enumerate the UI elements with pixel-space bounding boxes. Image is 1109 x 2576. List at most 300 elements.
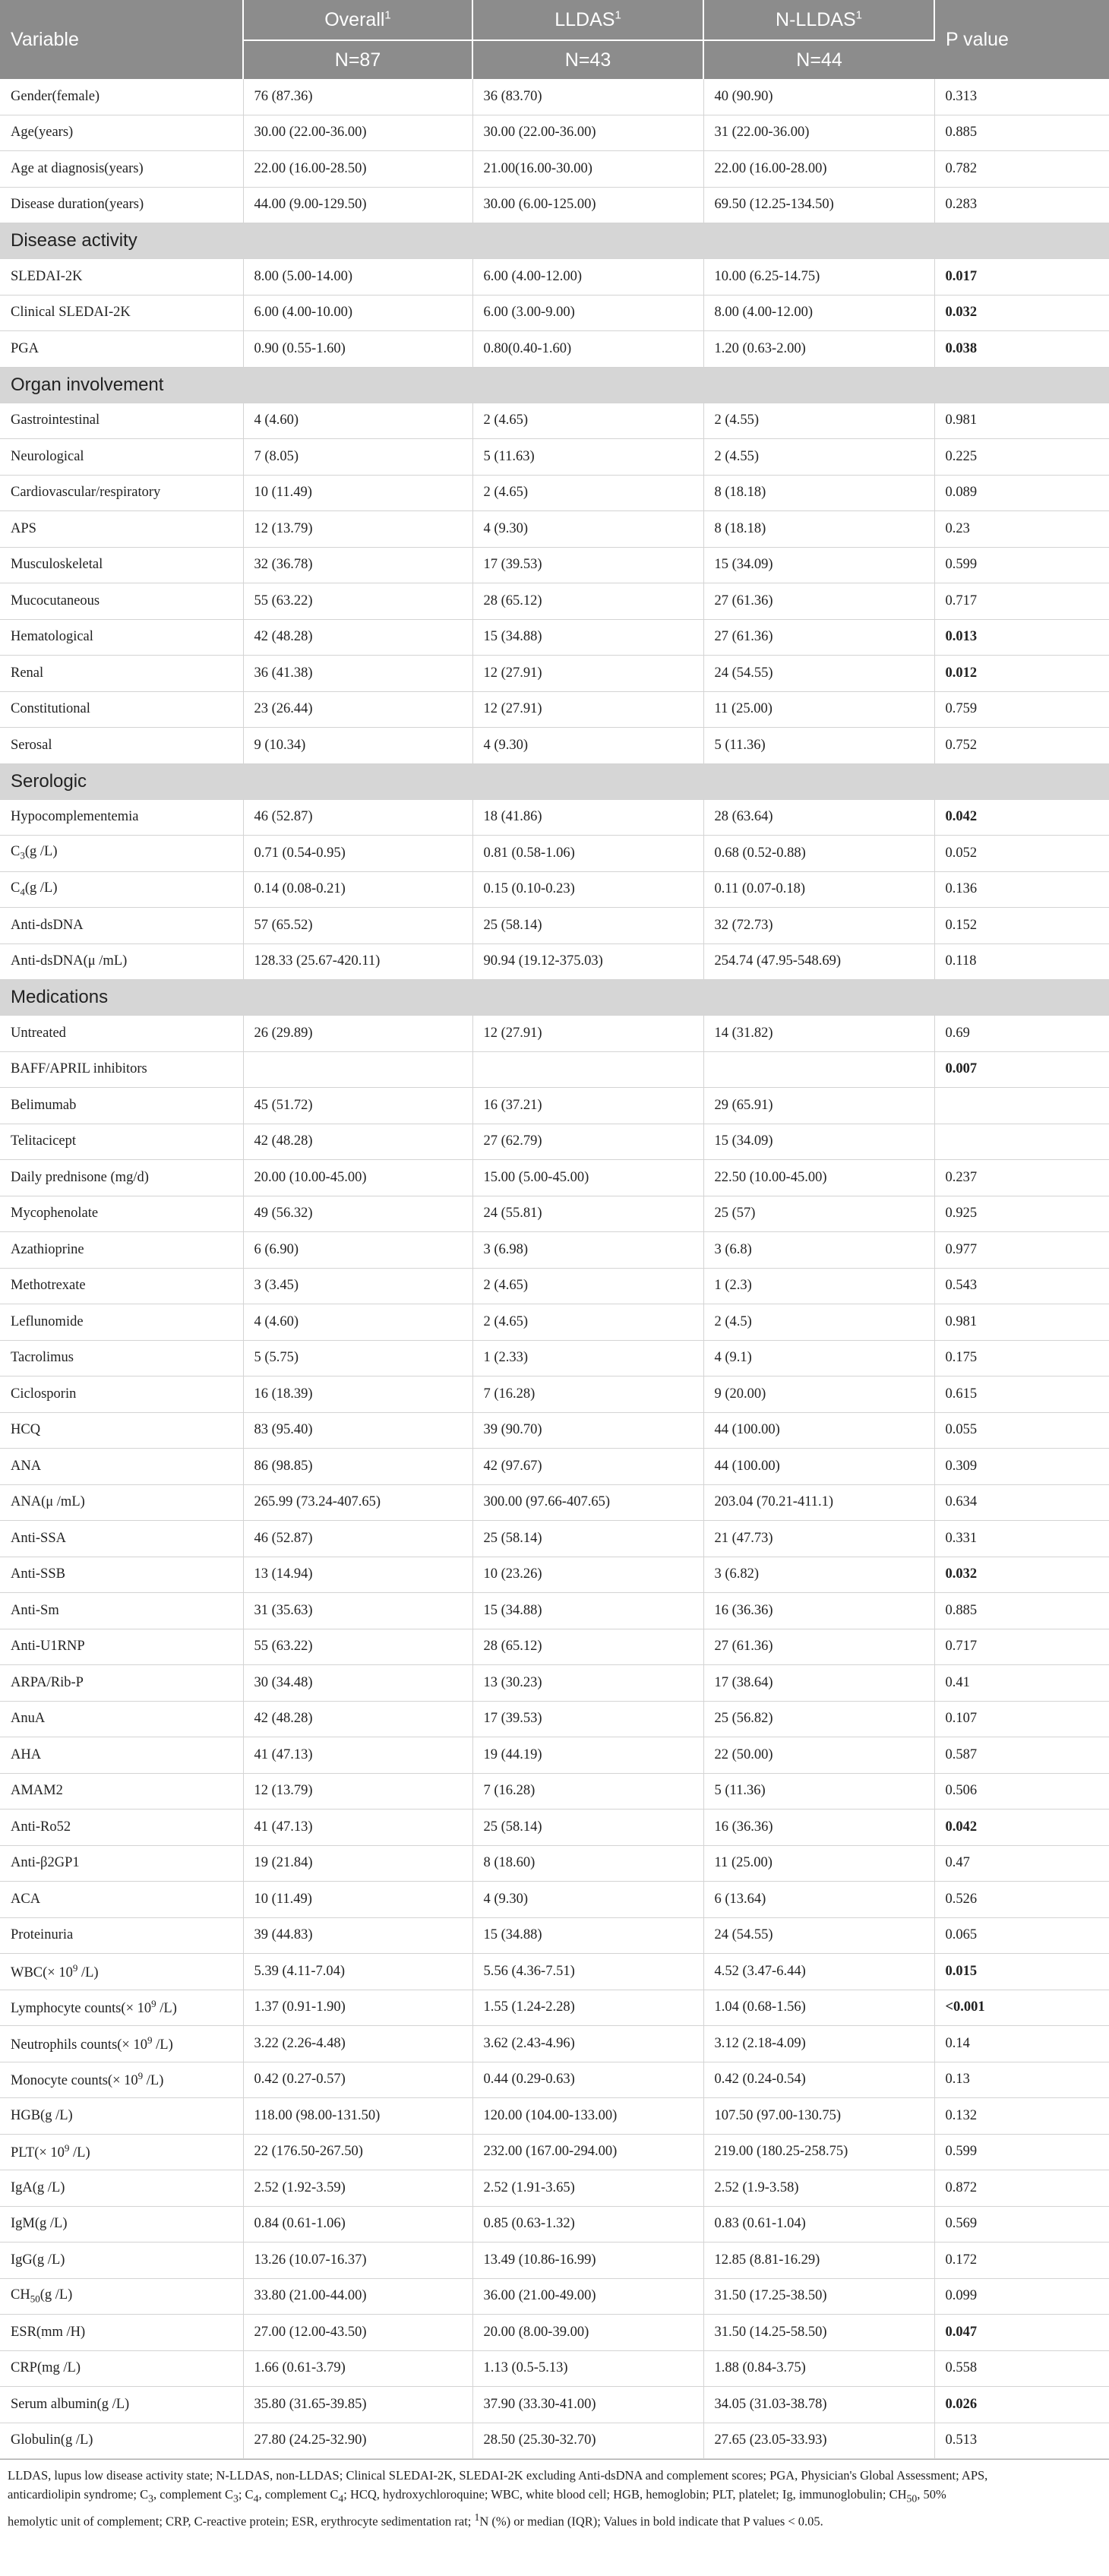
variable-label: Cardiovascular/respiratory (11, 485, 161, 501)
lldas-cell: 1.13 (0.5-5.13) (472, 2350, 703, 2387)
lldas-cell: 28 (65.12) (472, 583, 703, 620)
variable-cell (0, 1917, 243, 1954)
table-row (0, 1954, 1109, 1990)
variable-cell (0, 331, 243, 368)
nlldas-cell: 8 (18.18) (703, 475, 934, 511)
section-title: Organ involvement (0, 367, 1109, 403)
lldas-cell: 2 (4.65) (472, 1304, 703, 1341)
footnote-text: , 50% (917, 2487, 946, 2502)
overall-cell: 49 (56.32) (243, 1196, 472, 1232)
lldas-cell: 1 (2.33) (472, 1340, 703, 1377)
nlldas-cell: 3 (6.82) (703, 1557, 934, 1593)
pvalue-cell: 0.506 (934, 1773, 1109, 1810)
section-header-row (0, 367, 1109, 403)
variable-cell (0, 2062, 243, 2098)
table-row (0, 728, 1109, 764)
footnote-sub: 3 (232, 2492, 239, 2505)
nlldas-cell: 31.50 (17.25-38.50) (703, 2278, 934, 2315)
lldas-cell: 5.56 (4.36-7.51) (472, 1954, 703, 1990)
overall-cell: 42 (48.28) (243, 1701, 472, 1737)
variable-label: Azathioprine (11, 1241, 84, 1257)
pvalue-cell: 0.782 (934, 151, 1109, 188)
table-row (0, 583, 1109, 620)
variable-label: IgM(g /L) (11, 2216, 68, 2232)
lldas-cell: 25 (58.14) (472, 1521, 703, 1557)
variable-label: Anti-dsDNA (11, 917, 84, 933)
variable-label: Gender(female) (11, 88, 100, 104)
nlldas-cell: 44 (100.00) (703, 1412, 934, 1449)
pvalue-cell: 0.136 (934, 871, 1109, 908)
lldas-cell: 0.44 (0.29-0.63) (472, 2062, 703, 2098)
pvalue-cell: 0.981 (934, 1304, 1109, 1341)
variable-superscript: 9 (64, 2142, 70, 2154)
table-row (0, 836, 1109, 872)
variable-cell (0, 619, 243, 656)
overall-cell: 20.00 (10.00-45.00) (243, 1160, 472, 1196)
table-row (0, 1196, 1109, 1232)
lldas-cell: 13 (30.23) (472, 1665, 703, 1702)
variable-label: Anti-U1RNP (11, 1639, 85, 1655)
header-overall-label: Overall (324, 8, 385, 30)
variable-label: Ciclosporin (11, 1386, 77, 1402)
lldas-cell: 37.90 (33.30-41.00) (472, 2387, 703, 2423)
variable-label: Lymphocyte counts(× 10 (11, 2001, 152, 2017)
variable-cell (0, 691, 243, 728)
variable-label: APS (11, 520, 36, 536)
variable-label: Age(years) (11, 125, 74, 141)
pvalue-cell: 0.283 (934, 187, 1109, 223)
table-footnote (0, 2459, 1109, 2531)
table-row (0, 2243, 1109, 2279)
overall-cell: 8.00 (5.00-14.00) (243, 259, 472, 296)
lldas-cell: 232.00 (167.00-294.00) (472, 2134, 703, 2170)
nlldas-cell: 22.50 (10.00-45.00) (703, 1160, 934, 1196)
variable-cell (0, 1557, 243, 1593)
variable-label: HGB(g /L) (11, 2107, 73, 2123)
lldas-cell: 18 (41.86) (472, 799, 703, 836)
overall-cell: 128.33 (25.67-420.11) (243, 943, 472, 980)
variable-label: Anti-Sm (11, 1602, 59, 1618)
variable-cell (0, 2387, 243, 2423)
variable-cell (0, 1665, 243, 1702)
nlldas-cell: 25 (56.82) (703, 1701, 934, 1737)
table-row (0, 1845, 1109, 1882)
overall-cell: 27.00 (12.00-43.50) (243, 2315, 472, 2351)
variable-cell (0, 403, 243, 439)
overall-cell: 13 (14.94) (243, 1557, 472, 1593)
variable-unit: (g /L) (39, 2287, 73, 2303)
header-variable: Variable (0, 0, 243, 79)
nlldas-cell: 14 (31.82) (703, 1016, 934, 1052)
overall-cell: 19 (21.84) (243, 1845, 472, 1882)
variable-cell (0, 547, 243, 583)
pvalue-cell (934, 1088, 1109, 1124)
table-row (0, 1917, 1109, 1954)
table-row (0, 1810, 1109, 1846)
variable-unit: (g /L) (24, 880, 58, 896)
variable-cell (0, 2243, 243, 2279)
table-row (0, 1557, 1109, 1593)
nlldas-cell: 0.83 (0.61-1.04) (703, 2206, 934, 2243)
variable-cell (0, 1701, 243, 1737)
variable-label: AnuA (11, 1711, 46, 1727)
variable-unit: /L) (77, 1964, 99, 1980)
overall-cell: 0.90 (0.55-1.60) (243, 331, 472, 368)
lldas-cell: 15 (34.88) (472, 1917, 703, 1954)
footnote-line-1 (8, 2466, 1100, 2485)
pvalue-cell: 0.099 (934, 2278, 1109, 2315)
variable-label: HCQ (11, 1422, 41, 1438)
pvalue-cell: 0.717 (934, 583, 1109, 620)
variable-unit: /L) (156, 2001, 177, 2017)
nlldas-cell: 0.11 (0.07-0.18) (703, 871, 934, 908)
pvalue-cell: 0.558 (934, 2350, 1109, 2387)
overall-cell: 30.00 (22.00-36.00) (243, 115, 472, 151)
lldas-cell: 1.55 (1.24-2.28) (472, 1990, 703, 2026)
overall-cell: 12 (13.79) (243, 511, 472, 548)
pvalue-cell: 0.026 (934, 2387, 1109, 2423)
nlldas-cell: 69.50 (12.25-134.50) (703, 187, 934, 223)
variable-label: Monocyte counts(× 10 (11, 2073, 138, 2089)
lldas-cell: 0.15 (0.10-0.23) (472, 871, 703, 908)
table-row (0, 1051, 1109, 1088)
lldas-cell: 39 (90.70) (472, 1412, 703, 1449)
variable-cell (0, 2315, 243, 2351)
lldas-cell: 21.00(16.00-30.00) (472, 151, 703, 188)
overall-cell: 2.52 (1.92-3.59) (243, 2170, 472, 2207)
table-row (0, 1340, 1109, 1377)
overall-cell: 118.00 (98.00-131.50) (243, 2098, 472, 2135)
section-title: Serologic (0, 763, 1109, 799)
lldas-cell: 6.00 (3.00-9.00) (472, 295, 703, 331)
table-row (0, 295, 1109, 331)
variable-label: Hematological (11, 629, 93, 645)
lldas-cell: 19 (44.19) (472, 1737, 703, 1774)
variable-label: Anti-dsDNA(μ /mL) (11, 953, 128, 969)
lldas-cell: 36.00 (21.00-49.00) (472, 2278, 703, 2315)
variable-label: Renal (11, 665, 44, 681)
footnote-text: ; HCQ, hydroxychloroquine; WBC, white blood cell; HGB, hemoglobin; PLT, platelet; Ig, immunoglobulin; CH (343, 2487, 907, 2502)
nlldas-cell: 16 (36.36) (703, 1593, 934, 1629)
nlldas-cell: 24 (54.55) (703, 656, 934, 692)
nlldas-cell: 1.20 (0.63-2.00) (703, 331, 934, 368)
table-row (0, 1773, 1109, 1810)
table-row (0, 1304, 1109, 1341)
variable-cell (0, 799, 243, 836)
pvalue-cell: 0.089 (934, 475, 1109, 511)
lldas-cell: 17 (39.53) (472, 547, 703, 583)
table-row (0, 1990, 1109, 2026)
overall-cell: 3.22 (2.26-4.48) (243, 2026, 472, 2062)
overall-cell: 6 (6.90) (243, 1232, 472, 1269)
pvalue-cell: 0.017 (934, 259, 1109, 296)
footnote-text: ; C (238, 2487, 254, 2502)
variable-label: Constitutional (11, 701, 90, 717)
nlldas-cell: 1.04 (0.68-1.56) (703, 1990, 934, 2026)
pvalue-cell: 0.13 (934, 2062, 1109, 2098)
nlldas-cell: 29 (65.91) (703, 1088, 934, 1124)
overall-cell: 5.39 (4.11-7.04) (243, 1954, 472, 1990)
pvalue-cell: 0.313 (934, 79, 1109, 115)
header-nlldas-sup: 1 (855, 8, 862, 22)
pvalue-cell: 0.172 (934, 2243, 1109, 2279)
nlldas-cell: 31.50 (14.25-58.50) (703, 2315, 934, 2351)
variable-label: Hypocomplementemia (11, 809, 139, 825)
variable-unit: (g /L) (24, 844, 58, 860)
nlldas-cell: 11 (25.00) (703, 1845, 934, 1882)
variable-label: SLEDAI-2K (11, 268, 83, 284)
nlldas-cell: 40 (90.90) (703, 79, 934, 115)
lldas-cell: 10 (23.26) (472, 1557, 703, 1593)
overall-cell: 23 (26.44) (243, 691, 472, 728)
variable-label: Telitacicept (11, 1133, 77, 1149)
pvalue-cell: 0.41 (934, 1665, 1109, 1702)
header-lldas-label: LLDAS (554, 8, 615, 30)
lldas-cell: 12 (27.91) (472, 656, 703, 692)
variable-label: Disease duration(years) (11, 197, 144, 213)
table-row (0, 799, 1109, 836)
pvalue-cell: 0.885 (934, 1593, 1109, 1629)
overall-cell: 33.80 (21.00-44.00) (243, 2278, 472, 2315)
variable-cell (0, 1449, 243, 1485)
nlldas-cell: 3 (6.8) (703, 1232, 934, 1269)
header-nlldas (703, 0, 934, 40)
overall-cell: 10 (11.49) (243, 1882, 472, 1918)
pvalue-cell: 0.052 (934, 836, 1109, 872)
table-row (0, 1377, 1109, 1413)
overall-cell: 26 (29.89) (243, 1016, 472, 1052)
table-row (0, 1593, 1109, 1629)
table-row (0, 187, 1109, 223)
lldas-cell: 16 (37.21) (472, 1088, 703, 1124)
overall-cell: 0.71 (0.54-0.95) (243, 836, 472, 872)
pvalue-cell: 0.038 (934, 331, 1109, 368)
lldas-cell: 30.00 (6.00-125.00) (472, 187, 703, 223)
variable-label: PLT(× 10 (11, 2145, 65, 2161)
overall-cell: 55 (63.22) (243, 583, 472, 620)
pvalue-cell: 0.513 (934, 2423, 1109, 2459)
variable-cell (0, 1773, 243, 1810)
variable-cell (0, 583, 243, 620)
variable-cell (0, 1629, 243, 1665)
overall-cell: 57 (65.52) (243, 908, 472, 944)
lldas-cell: 8 (18.60) (472, 1845, 703, 1882)
overall-cell: 4 (4.60) (243, 403, 472, 439)
overall-cell: 31 (35.63) (243, 1593, 472, 1629)
header-lldas (472, 0, 703, 40)
pvalue-cell: 0.717 (934, 1629, 1109, 1665)
lldas-cell: 7 (16.28) (472, 1377, 703, 1413)
pvalue-cell: 0.032 (934, 1557, 1109, 1593)
table-row (0, 2315, 1109, 2351)
overall-cell: 1.37 (0.91-1.90) (243, 1990, 472, 2026)
footnote-sub: 4 (338, 2492, 344, 2505)
overall-cell: 30 (34.48) (243, 1665, 472, 1702)
variable-label: BAFF/APRIL inhibitors (11, 1061, 147, 1077)
variable-cell (0, 1737, 243, 1774)
lldas-cell: 0.85 (0.63-1.32) (472, 2206, 703, 2243)
table-row (0, 79, 1109, 115)
lldas-cell: 27 (62.79) (472, 1124, 703, 1160)
table-row (0, 2098, 1109, 2135)
variable-cell (0, 79, 243, 115)
variable-cell (0, 1160, 243, 1196)
variable-label: IgG(g /L) (11, 2252, 65, 2268)
pvalue-cell: 0.042 (934, 799, 1109, 836)
pvalue-cell: 0.14 (934, 2026, 1109, 2062)
variable-cell (0, 187, 243, 223)
lldas-cell: 6.00 (4.00-12.00) (472, 259, 703, 296)
lldas-cell: 13.49 (10.86-16.99) (472, 2243, 703, 2279)
pvalue-cell: 0.925 (934, 1196, 1109, 1232)
lldas-cell: 5 (11.63) (472, 439, 703, 476)
variable-cell (0, 908, 243, 944)
lldas-cell: 25 (58.14) (472, 908, 703, 944)
overall-cell: 22.00 (16.00-28.50) (243, 151, 472, 188)
footnote-sub: 3 (148, 2492, 154, 2505)
variable-cell (0, 1593, 243, 1629)
lldas-cell: 42 (97.67) (472, 1449, 703, 1485)
pvalue-cell: 0.032 (934, 295, 1109, 331)
nlldas-cell: 22 (50.00) (703, 1737, 934, 1774)
nlldas-cell: 28 (63.64) (703, 799, 934, 836)
variable-cell (0, 836, 243, 872)
lldas-cell: 25 (58.14) (472, 1810, 703, 1846)
variable-cell (0, 295, 243, 331)
variable-label: Anti-Ro52 (11, 1819, 71, 1835)
variable-cell (0, 1990, 243, 2026)
variable-cell (0, 1016, 243, 1052)
footnote-line-3 (8, 2508, 1100, 2531)
nlldas-cell: 107.50 (97.00-130.75) (703, 2098, 934, 2135)
overall-cell: 32 (36.78) (243, 547, 472, 583)
variable-cell (0, 151, 243, 188)
variable-cell (0, 656, 243, 692)
pvalue-cell: 0.872 (934, 2170, 1109, 2207)
pvalue-cell: 0.569 (934, 2206, 1109, 2243)
overall-cell: 12 (13.79) (243, 1773, 472, 1810)
lldas-cell: 300.00 (97.66-407.65) (472, 1484, 703, 1521)
lldas-cell: 2 (4.65) (472, 475, 703, 511)
header-lldas-sup: 1 (615, 8, 621, 22)
pvalue-cell: 0.634 (934, 1484, 1109, 1521)
nlldas-cell: 0.42 (0.24-0.54) (703, 2062, 934, 2098)
nlldas-cell: 15 (34.09) (703, 547, 934, 583)
table-row (0, 1088, 1109, 1124)
table-row (0, 115, 1109, 151)
variable-label: Anti-SSA (11, 1530, 66, 1546)
variable-cell (0, 2278, 243, 2315)
variable-cell (0, 1377, 243, 1413)
pvalue-cell: 0.977 (934, 1232, 1109, 1269)
variable-label: ANA(μ /mL) (11, 1494, 85, 1510)
variable-unit: /L) (143, 2073, 164, 2089)
nlldas-cell: 2.52 (1.9-3.58) (703, 2170, 934, 2207)
footnote-text: LLDAS, lupus low disease activity state; N-LLDAS, non-LLDAS; Clinical SLEDAI-2K, SLEDAI-2K excluding Anti-dsDNA and complement scores; PGA, Physician's Global Assessment; APS, (8, 2468, 988, 2483)
variable-cell (0, 943, 243, 980)
variable-unit: /L) (69, 2145, 90, 2161)
lldas-cell: 3.62 (2.43-4.96) (472, 2026, 703, 2062)
variable-cell (0, 1124, 243, 1160)
variable-cell (0, 1196, 243, 1232)
overall-cell: 1.66 (0.61-3.79) (243, 2350, 472, 2387)
pvalue-cell: 0.107 (934, 1701, 1109, 1737)
pvalue-cell: 0.007 (934, 1051, 1109, 1088)
variable-cell (0, 2423, 243, 2459)
table-row (0, 1232, 1109, 1269)
variable-superscript: 9 (147, 2034, 153, 2046)
section-header-row (0, 763, 1109, 799)
table-row (0, 1124, 1109, 1160)
variable-label: Untreated (11, 1025, 66, 1041)
table-row (0, 1016, 1109, 1052)
pvalue-cell: 0.065 (934, 1917, 1109, 1954)
lldas-cell: 30.00 (22.00-36.00) (472, 115, 703, 151)
lldas-cell (472, 1051, 703, 1088)
table-row (0, 403, 1109, 439)
nlldas-cell: 6 (13.64) (703, 1882, 934, 1918)
header-nlldas-label: N-LLDAS (776, 8, 856, 30)
footnote-sub: 50 (906, 2492, 918, 2505)
table-row (0, 511, 1109, 548)
nlldas-cell (703, 1051, 934, 1088)
variable-cell (0, 1484, 243, 1521)
pvalue-cell: 0.69 (934, 1016, 1109, 1052)
overall-cell (243, 1051, 472, 1088)
pvalue-cell: 0.237 (934, 1160, 1109, 1196)
lldas-cell: 28 (65.12) (472, 1629, 703, 1665)
nlldas-cell: 203.04 (70.21-411.1) (703, 1484, 934, 1521)
variable-label: Musculoskeletal (11, 557, 103, 573)
nlldas-cell: 11 (25.00) (703, 691, 934, 728)
lldas-cell: 0.81 (0.58-1.06) (472, 836, 703, 872)
pvalue-cell: 0.118 (934, 943, 1109, 980)
nlldas-cell: 27 (61.36) (703, 583, 934, 620)
pvalue-cell (934, 1124, 1109, 1160)
overall-cell: 44.00 (9.00-129.50) (243, 187, 472, 223)
table-row (0, 1484, 1109, 1521)
nlldas-cell: 2 (4.55) (703, 403, 934, 439)
table-row (0, 1449, 1109, 1485)
section-title: Medications (0, 980, 1109, 1016)
overall-cell: 13.26 (10.07-16.37) (243, 2243, 472, 2279)
variable-cell (0, 1088, 243, 1124)
lldas-cell: 4 (9.30) (472, 511, 703, 548)
variable-label: Anti-β2GP1 (11, 1855, 80, 1871)
variable-cell (0, 1412, 243, 1449)
nlldas-cell: 1 (2.3) (703, 1268, 934, 1304)
table-row (0, 691, 1109, 728)
variable-label: Mycophenolate (11, 1206, 99, 1222)
variable-label: Globulin(g /L) (11, 2432, 93, 2448)
overall-cell: 265.99 (73.24-407.65) (243, 1484, 472, 1521)
footnote-sub: 4 (253, 2492, 259, 2505)
overall-cell: 41 (47.13) (243, 1810, 472, 1846)
nlldas-cell: 15 (34.09) (703, 1124, 934, 1160)
nlldas-cell: 5 (11.36) (703, 728, 934, 764)
table-row (0, 1160, 1109, 1196)
pvalue-cell: 0.132 (934, 2098, 1109, 2135)
variable-label: Daily prednisone (mg/d) (11, 1169, 149, 1185)
lldas-cell: 2 (4.65) (472, 1268, 703, 1304)
table-row (0, 1665, 1109, 1702)
variable-cell (0, 1845, 243, 1882)
pvalue-cell: 0.309 (934, 1449, 1109, 1485)
variable-label: CH (11, 2287, 30, 2303)
variable-label: ACA (11, 1891, 41, 1907)
table-row (0, 439, 1109, 476)
table-row (0, 2062, 1109, 2098)
